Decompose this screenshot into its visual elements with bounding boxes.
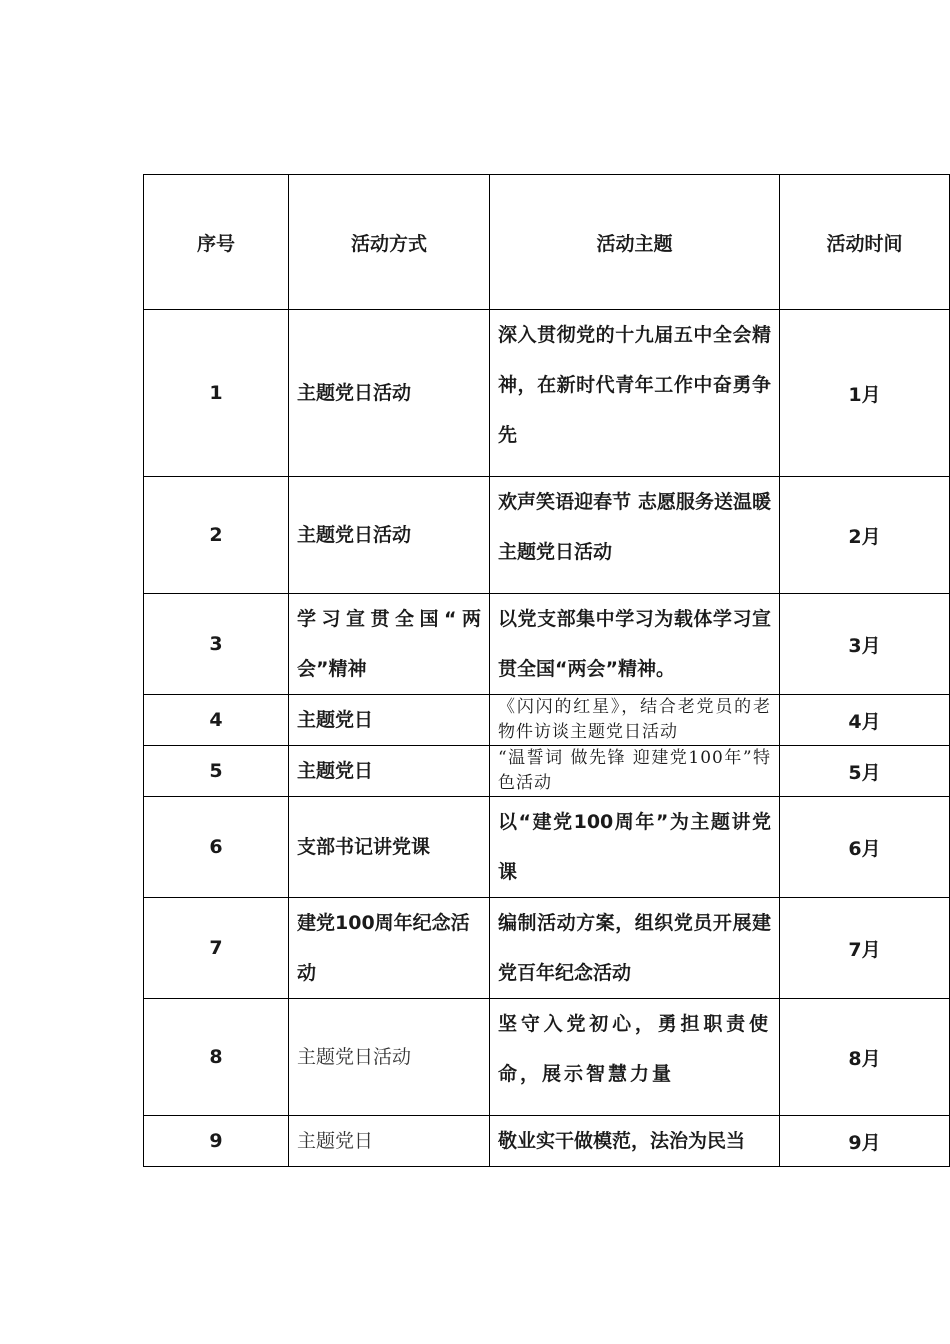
row-mode: 主题党日	[289, 695, 490, 746]
row-mode: 主题党日	[289, 1116, 490, 1167]
row-theme: 敬业实干做模范，法治为民当	[490, 1116, 780, 1167]
row-theme: 以党支部集中学习为载体学习宣贯全国“两会”精神。	[490, 594, 780, 695]
row-theme: 坚守入党初心，勇担职责使命，展示智慧力量	[490, 999, 780, 1116]
table-row	[144, 1116, 950, 1167]
row-mode: 主题党日活动	[289, 310, 490, 477]
row-index: 8	[144, 999, 289, 1116]
table-row	[144, 898, 950, 999]
row-time: 4月	[780, 695, 950, 746]
row-time: 8月	[780, 999, 950, 1116]
row-time: 5月	[780, 746, 950, 797]
row-mode: 建党100周年纪念活动	[289, 898, 490, 999]
row-index: 4	[144, 695, 289, 746]
row-theme: “温誓词 做先锋 迎建党100年”特色活动	[490, 746, 780, 797]
row-theme: 《闪闪的红星》，结合老党员的老物件访谈主题党日活动	[490, 695, 780, 746]
row-theme: 编制活动方案，组织党员开展建党百年纪念活动	[490, 898, 780, 999]
row-index: 6	[144, 797, 289, 898]
row-time: 2月	[780, 477, 950, 594]
header-time: 活动时间	[780, 175, 950, 310]
row-mode: 主题党日活动	[289, 999, 490, 1116]
header-mode: 活动方式	[289, 175, 490, 310]
row-index: 7	[144, 898, 289, 999]
row-time: 1月	[780, 310, 950, 477]
table-header-row	[144, 175, 950, 310]
table-row	[144, 477, 950, 594]
row-mode: 支部书记讲党课	[289, 797, 490, 898]
row-mode: 主题党日活动	[289, 477, 490, 594]
table-row	[144, 310, 950, 477]
row-index: 9	[144, 1116, 289, 1167]
row-time: 3月	[780, 594, 950, 695]
table-row	[144, 999, 950, 1116]
row-index: 1	[144, 310, 289, 477]
row-mode: 主题党日	[289, 746, 490, 797]
row-index: 2	[144, 477, 289, 594]
row-theme: 以“建党100周年”为主题讲党课	[490, 797, 780, 898]
header-theme: 活动主题	[490, 175, 780, 310]
table-row	[144, 695, 950, 746]
row-theme: 深入贯彻党的十九届五中全会精神，在新时代青年工作中奋勇争先	[490, 310, 780, 477]
table-row	[144, 746, 950, 797]
row-theme: 欢声笑语迎春节 志愿服务送温暖 主题党日活动	[490, 477, 780, 594]
row-index: 5	[144, 746, 289, 797]
header-index: 序号	[144, 175, 289, 310]
row-index: 3	[144, 594, 289, 695]
row-time: 9月	[780, 1116, 950, 1167]
activity-schedule-table	[143, 174, 950, 1167]
row-time: 6月	[780, 797, 950, 898]
table-row	[144, 797, 950, 898]
row-mode: 学习宣贯全国“两会”精神	[289, 594, 490, 695]
table-row	[144, 594, 950, 695]
row-time: 7月	[780, 898, 950, 999]
